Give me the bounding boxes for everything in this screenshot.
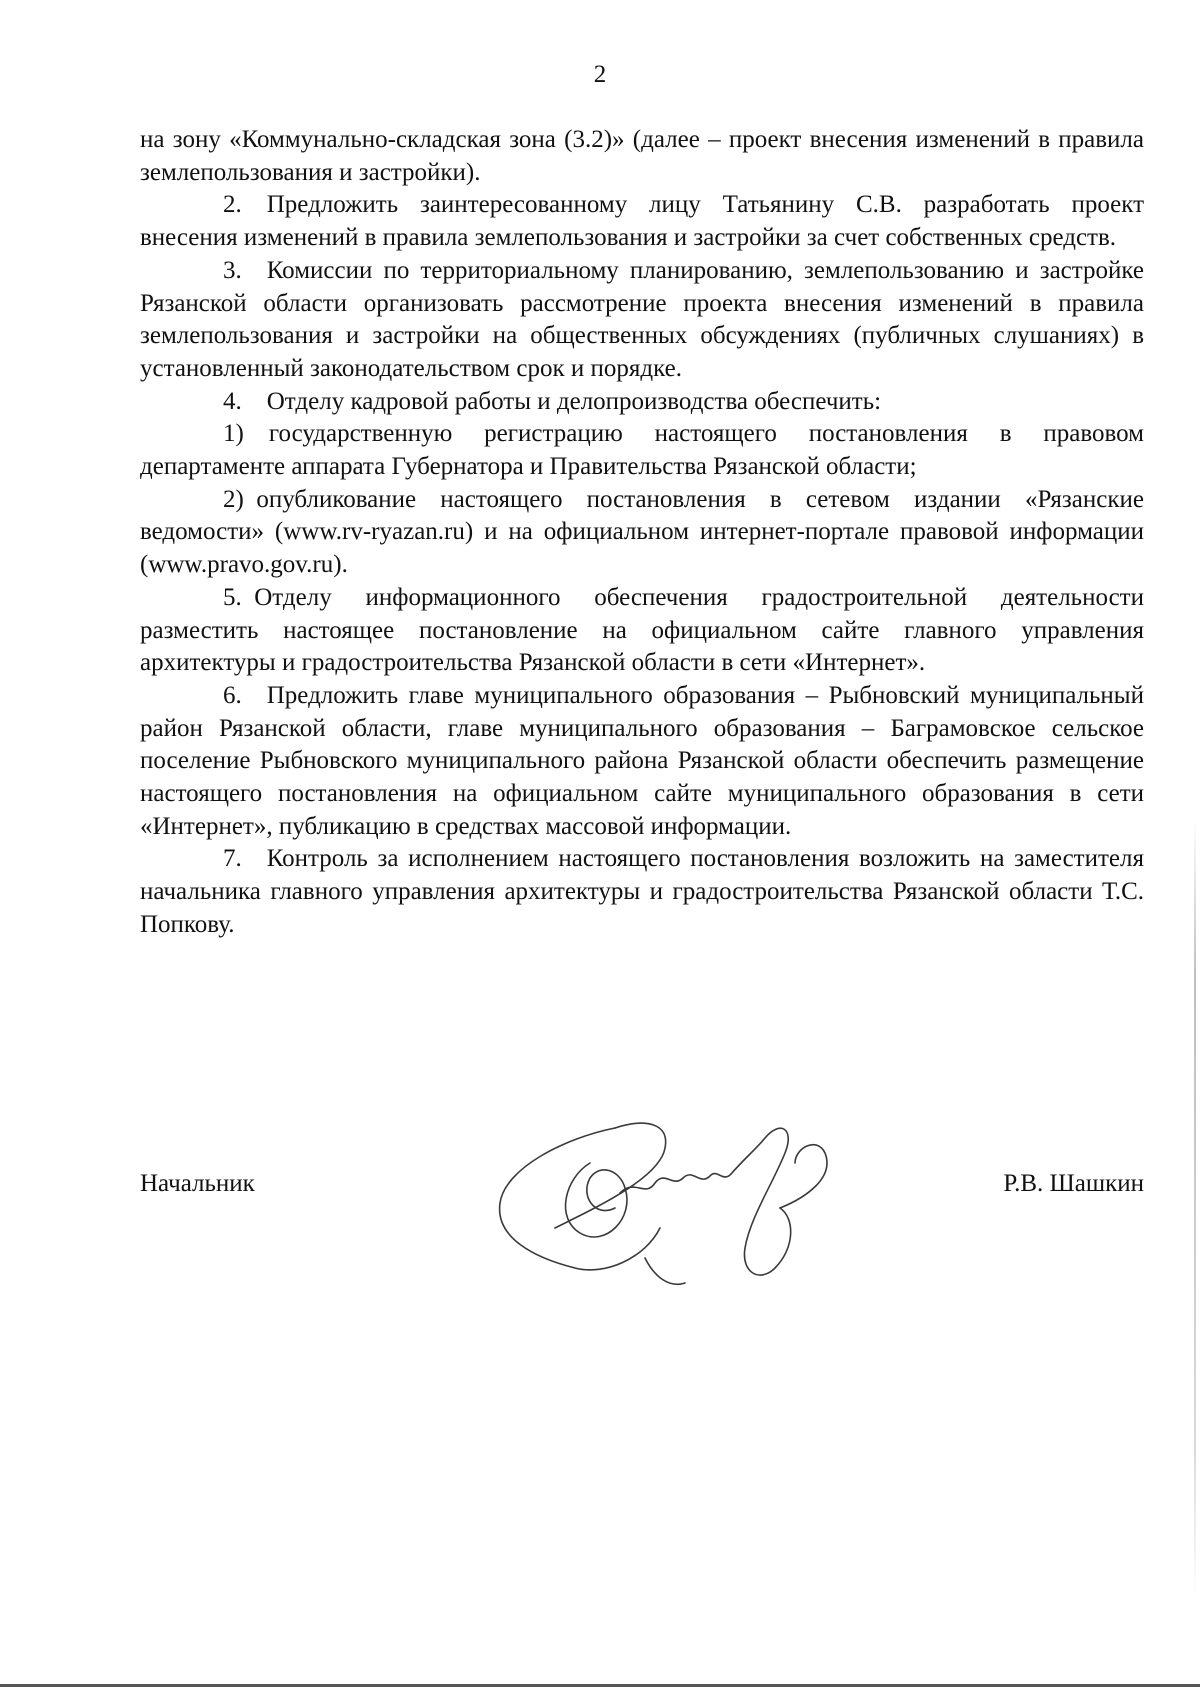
page-number: 2 bbox=[593, 61, 607, 88]
paragraph-item-4: 4. Отделу кадровой работы и делопроизводства обеспечить: bbox=[223, 387, 882, 415]
scan-bottom-edge bbox=[0, 1684, 1200, 1687]
paragraph-item-7: 7. Контроль за исполнением настоящего постановления возложить на заместителя начальника главного управления архитектуры и градостроительства Рязанской области Т.С. Попкову. bbox=[140, 845, 1144, 938]
document-body bbox=[140, 124, 1144, 942]
paragraph-item-3: 3. Комиссии по территориальному планированию, землепользованию и застройке Рязанской области организовать рассмотрение проекта внесения изменений в правила землепользования и застройки на общественных обсуждениях (публичных слушаниях) в установленный законодательством срок и порядке. bbox=[140, 256, 1144, 382]
signatory-name: Р.В. Шашкин bbox=[1003, 1170, 1144, 1197]
signatory-position: Начальник bbox=[140, 1170, 255, 1197]
paragraph-item-2: 2. Предложить заинтересованному лицу Татьянину С.В. разработать проект внесения изменений в правила землепользования и застройки за счет собственных средств. bbox=[140, 191, 1144, 252]
paragraph-subitem-2: 2) опубликование настоящего постановления в сетевом издании «Рязанские ведомости» (www.rv-ryazan.ru) и на официальном интернет-портале правовой информации (www.pravo.gov.ru). bbox=[140, 485, 1144, 579]
paragraph-subitem-1: 1) государственную регистрацию настоящего постановления в правовом департаменте аппарата Губернатора и Правительства Рязанской области; bbox=[140, 420, 1144, 481]
paragraph-continuation: на зону «Коммунально-складская зона (3.2)» (далее – проект внесения изменений в правила землепользования и застройки). bbox=[140, 126, 1144, 186]
signature-block bbox=[140, 1168, 1144, 1208]
paragraph-item-5: 5. Отделу информационного обеспечения градостроительной деятельности разместить настоящее постановление на официальном сайте главного управления архитектуры и градостроительства Рязанской области в сети «Интернет». bbox=[140, 583, 1144, 677]
paragraph-item-6: 6. Предложить главе муниципального образования – Рыбновский муниципальный район Рязанской области, главе муниципального образования – Баграмовское сельское поселение Рыбновского муниципального района Рязанской области обеспечить размещение настоящего постановления на официальном сайте муниципального образования в сети «Интернет», публикацию в средствах массовой информации. bbox=[140, 681, 1144, 840]
handwritten-signature bbox=[495, 1108, 905, 1308]
scan-edge-artifact bbox=[1194, 820, 1196, 1600]
